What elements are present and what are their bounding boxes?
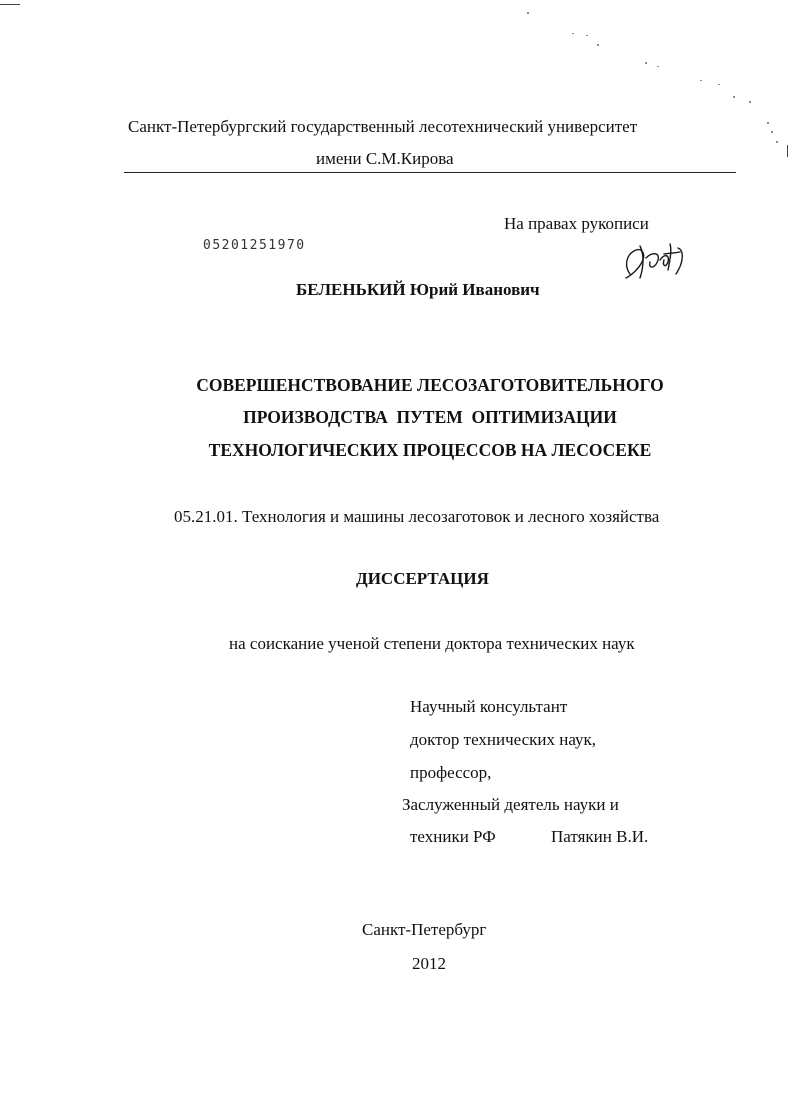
author-name [296, 280, 540, 300]
scan-speck [645, 62, 647, 64]
institution-dedication: имени С.М.Кирова [316, 149, 454, 168]
consultant-honor-cont: техники РФ [410, 827, 496, 846]
scan-mark [787, 145, 788, 157]
city: Санкт-Петербург [362, 920, 487, 939]
thesis-title-line: ТЕХНОЛОГИЧЕСКИХ ПРОЦЕССОВ НА ЛЕСОСЕКЕ [208, 440, 652, 460]
rights-note: На правах рукописи [504, 214, 649, 233]
scan-speck [771, 131, 773, 133]
scan-speck [700, 80, 702, 81]
consultant-name: Патякин В.И. [551, 827, 649, 846]
scan-speck [586, 35, 588, 36]
document-type: ДИССЕРТАЦИЯ [356, 569, 489, 588]
consultant-title: профессор, [410, 763, 492, 782]
thesis-title-line: ПРОИЗВОДСТВА ПУТЕМ ОПТИМИЗАЦИИ [243, 407, 617, 427]
scan-speck [767, 122, 769, 124]
scan-speck [733, 96, 735, 98]
degree-statement: на соискание ученой степени доктора технических наук [229, 634, 635, 653]
scan-speck [776, 141, 778, 143]
scan-speck [597, 44, 599, 46]
specialty-code: 05.21.01. Технология и машины лесозаготовок и лесного хозяйства [174, 507, 660, 526]
year: 2012 [412, 954, 446, 973]
consultant-degree: доктор технических наук, [410, 730, 597, 749]
registration-number: 05201251970 [203, 238, 306, 253]
scan-speck [572, 33, 574, 34]
scan-mark [0, 4, 20, 5]
scan-speck [527, 12, 529, 14]
author-given-names: Юрий Иванович [409, 280, 540, 299]
thesis-title-line: СОВЕРШЕНСТВОВАНИЕ ЛЕСОЗАГОТОВИТЕЛЬНОГО [196, 375, 664, 395]
scan-speck [657, 66, 659, 67]
scan-speck [718, 84, 720, 85]
signature-icon [616, 236, 696, 286]
scan-speck [749, 101, 751, 103]
consultant-honor: Заслуженный деятель науки и [402, 795, 619, 814]
header-divider [124, 172, 736, 173]
institution-name: Санкт-Петербургский государственный лесотехнический университет [128, 117, 638, 136]
author-surname: БЕЛЕНЬКИЙ [296, 280, 406, 299]
consultant-role: Научный консультант [410, 697, 568, 716]
